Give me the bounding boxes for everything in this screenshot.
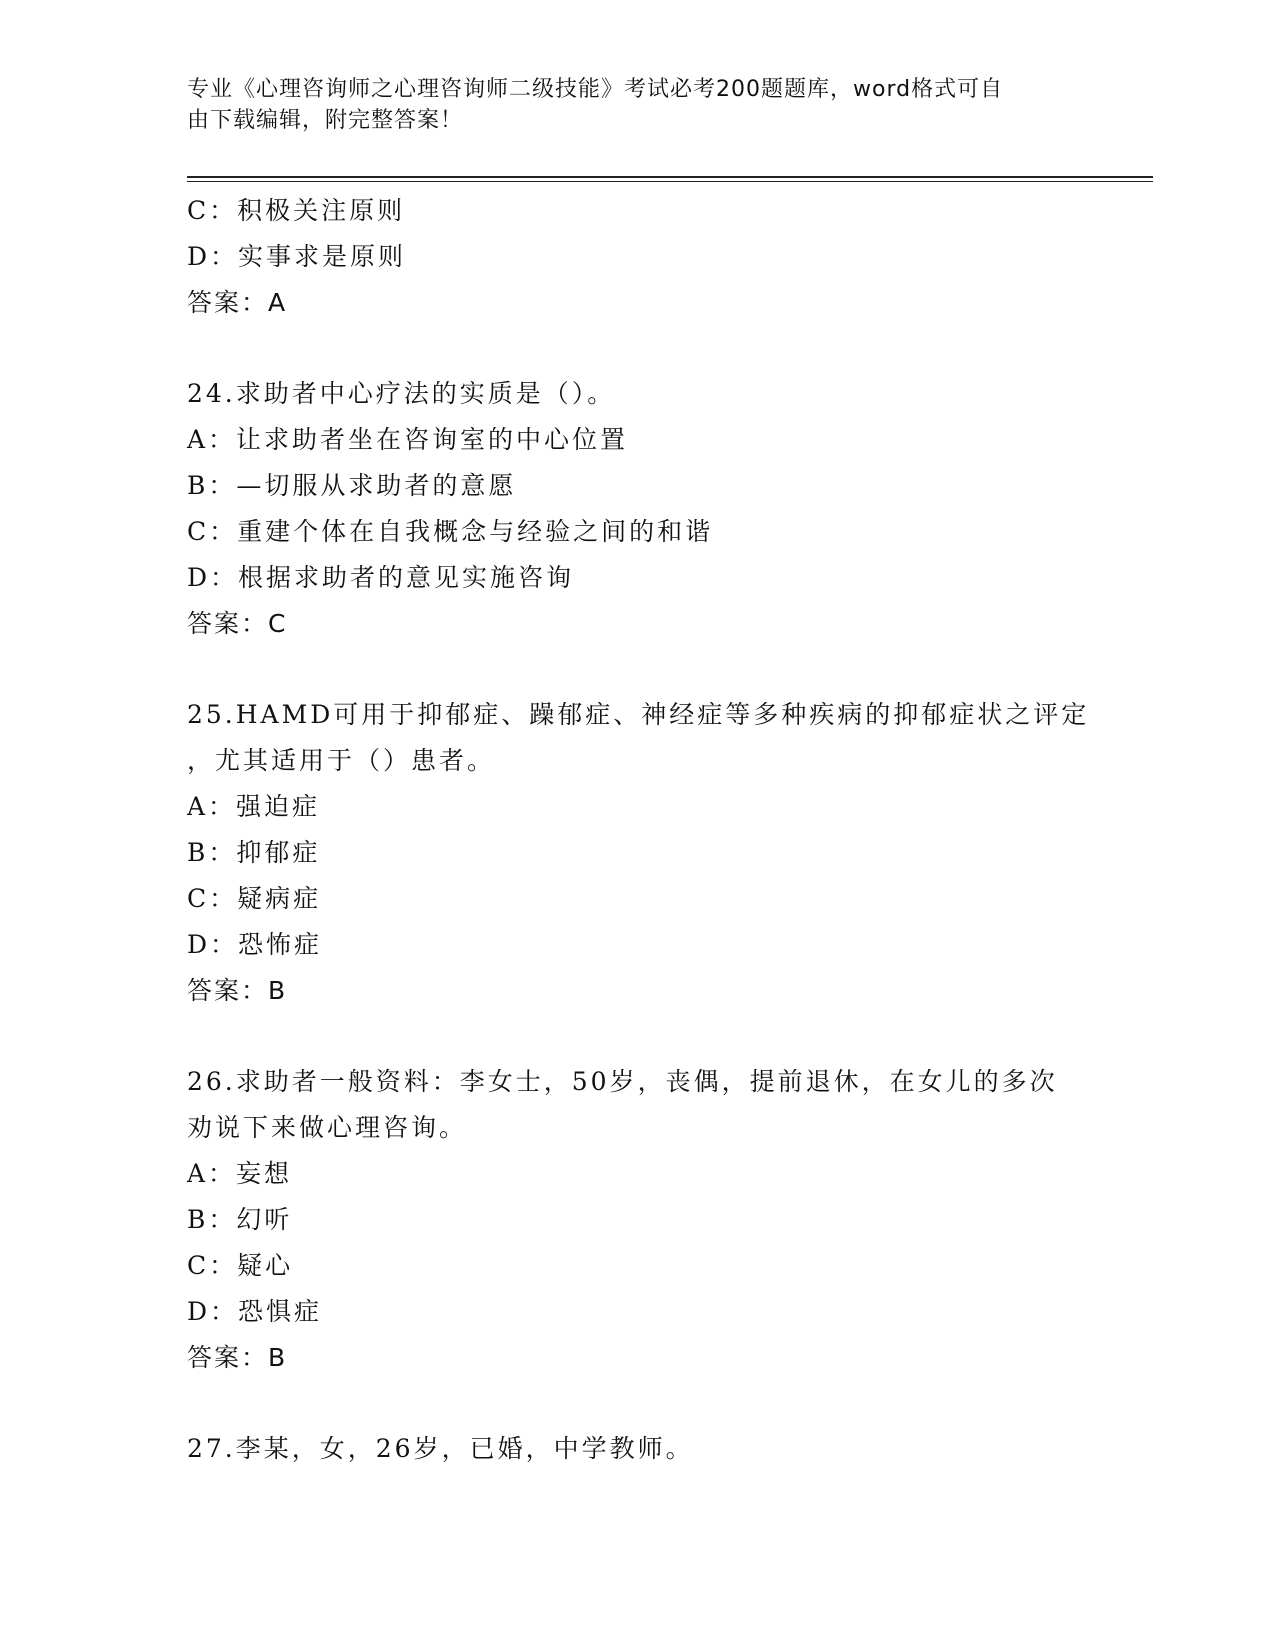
question-24 — [187, 371, 1087, 647]
prev-question-block — [187, 188, 1087, 326]
option-c: C：疑病症 — [187, 884, 322, 913]
spacer — [187, 326, 1087, 371]
question-list — [187, 188, 1090, 1472]
option-d: D：实事求是原则 — [187, 242, 407, 271]
option-a: A：妄想 — [187, 1159, 293, 1188]
option-c: C：疑心 — [187, 1251, 294, 1280]
document-header — [187, 74, 1087, 136]
answer-line: 答案：C — [187, 609, 288, 638]
answer-line: 答案：B — [187, 1343, 288, 1372]
option-c: C：重建个体在自我概念与经验之间的和谐 — [187, 517, 714, 546]
option-b: B：抑郁症 — [187, 838, 321, 867]
question-stem-continued: 劝说下来做心理咨询。 — [187, 1113, 468, 1142]
option-d: D：根据求助者的意见实施咨询 — [187, 563, 575, 592]
header-line-2: 由下载编辑，附完整答案！ — [187, 108, 464, 133]
question-stem: 25.HAMD可用于抑郁症、躁郁症、神经症等多种疾病的抑郁症状之评定 — [187, 700, 1090, 729]
option-a: A：让求助者坐在咨询室的中心位置 — [187, 425, 629, 454]
option-d: D：恐惧症 — [187, 1297, 323, 1326]
option-d: D：恐怖症 — [187, 930, 323, 959]
answer-line: 答案：B — [187, 976, 288, 1005]
spacer — [187, 647, 1087, 692]
question-25 — [187, 692, 1090, 1014]
option-c: C：积极关注原则 — [187, 196, 406, 225]
question-26 — [187, 1059, 1087, 1381]
question-27 — [187, 1426, 1087, 1472]
question-stem: 26.求助者一般资料：李女士，50岁，丧偶，提前退休，在女儿的多次 — [187, 1067, 1058, 1096]
question-stem-continued: ，尤其适用于（）患者。 — [187, 746, 496, 775]
header-divider-thick — [187, 176, 1153, 178]
answer-line: 答案：A — [187, 288, 288, 317]
header-divider-thin — [187, 181, 1153, 182]
spacer — [187, 1014, 1087, 1059]
option-a: A：强迫症 — [187, 792, 321, 821]
spacer — [187, 1381, 1087, 1426]
question-stem: 24.求助者中心疗法的实质是（）。 — [187, 379, 616, 408]
option-b: B：幻听 — [187, 1205, 293, 1234]
header-line-1: 专业《心理咨询师之心理咨询师二级技能》考试必考200题题库，word格式可自 — [187, 77, 1004, 102]
option-b: B：—切服从求助者的意愿 — [187, 471, 517, 500]
question-stem: 27.李某，女，26岁，已婚，中学教师。 — [187, 1434, 694, 1463]
